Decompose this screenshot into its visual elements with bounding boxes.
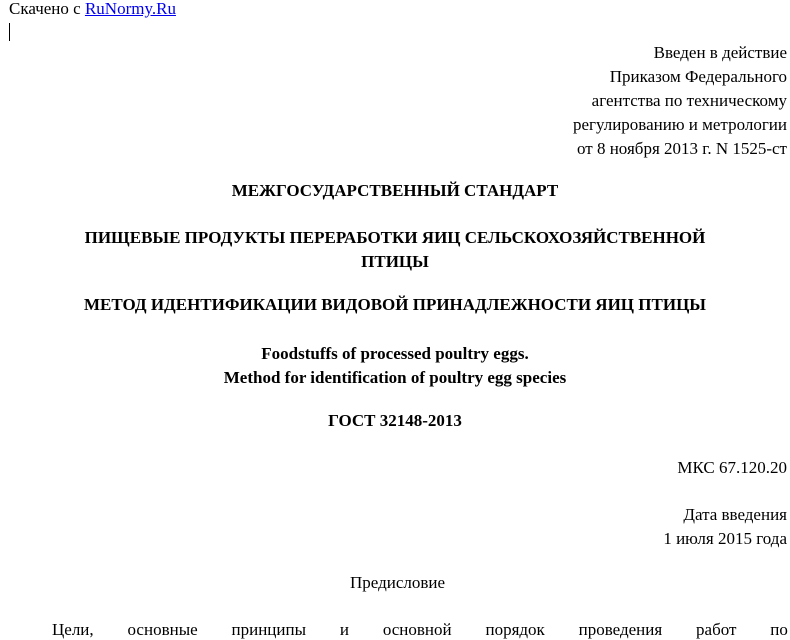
first-paragraph [52, 618, 788, 640]
effective-date-value: 1 июля 2015 года [663, 529, 787, 548]
english-title [0, 342, 790, 390]
paragraph-word: основной [382, 620, 452, 639]
document-title-line: ПТИЦЫ [361, 252, 429, 271]
enactment-note [573, 41, 787, 161]
text-cursor [9, 23, 10, 41]
paragraph-word: основные [127, 620, 198, 639]
paragraph-word: принципы [231, 620, 307, 639]
english-title-line: Foodstuffs of processed poultry eggs. [261, 344, 529, 363]
paragraph-word: проведения [578, 620, 663, 639]
paragraph-word: Цели, [52, 620, 94, 639]
document-title [0, 226, 790, 274]
paragraph-word: по [770, 620, 788, 639]
effective-date-label: Дата введения [683, 505, 787, 524]
enactment-line: регулированию и метрологии [572, 115, 787, 134]
standard-type-heading: МЕЖГОСУДАРСТВЕННЫЙ СТАНДАРТ [231, 181, 559, 200]
paragraph-word: работ [696, 620, 737, 639]
source-link[interactable]: RuNormy.Ru [84, 0, 176, 18]
gost-number: ГОСТ 32148-2013 [328, 411, 462, 430]
source-prefix: Скачено с [9, 0, 81, 18]
paragraph-word: и [339, 620, 349, 639]
enactment-line: от 8 ноября 2013 г. N 1525-ст [577, 139, 787, 158]
enactment-line: агентства по техническому [591, 91, 787, 110]
foreword-heading: Предисловие [349, 573, 446, 592]
paragraph-word: порядок [485, 620, 545, 639]
document-subtitle: МЕТОД ИДЕНТИФИКАЦИИ ВИДОВОЙ ПРИНАДЛЕЖНОСТИ ЯИЦ ПТИЦЫ [84, 295, 706, 314]
source-line [9, 0, 176, 21]
mks-code: МКС 67.120.20 [677, 458, 787, 477]
document-title-line: ПИЩЕВЫЕ ПРОДУКТЫ ПЕРЕРАБОТКИ ЯИЦ СЕЛЬСКОХОЗЯЙСТВЕННОЙ [84, 228, 706, 247]
enactment-line: Введен в действие [653, 43, 787, 62]
effective-date [663, 503, 787, 551]
english-title-line: Method for identification of poultry egg species [223, 368, 567, 387]
enactment-line: Приказом Федерального [609, 67, 787, 86]
